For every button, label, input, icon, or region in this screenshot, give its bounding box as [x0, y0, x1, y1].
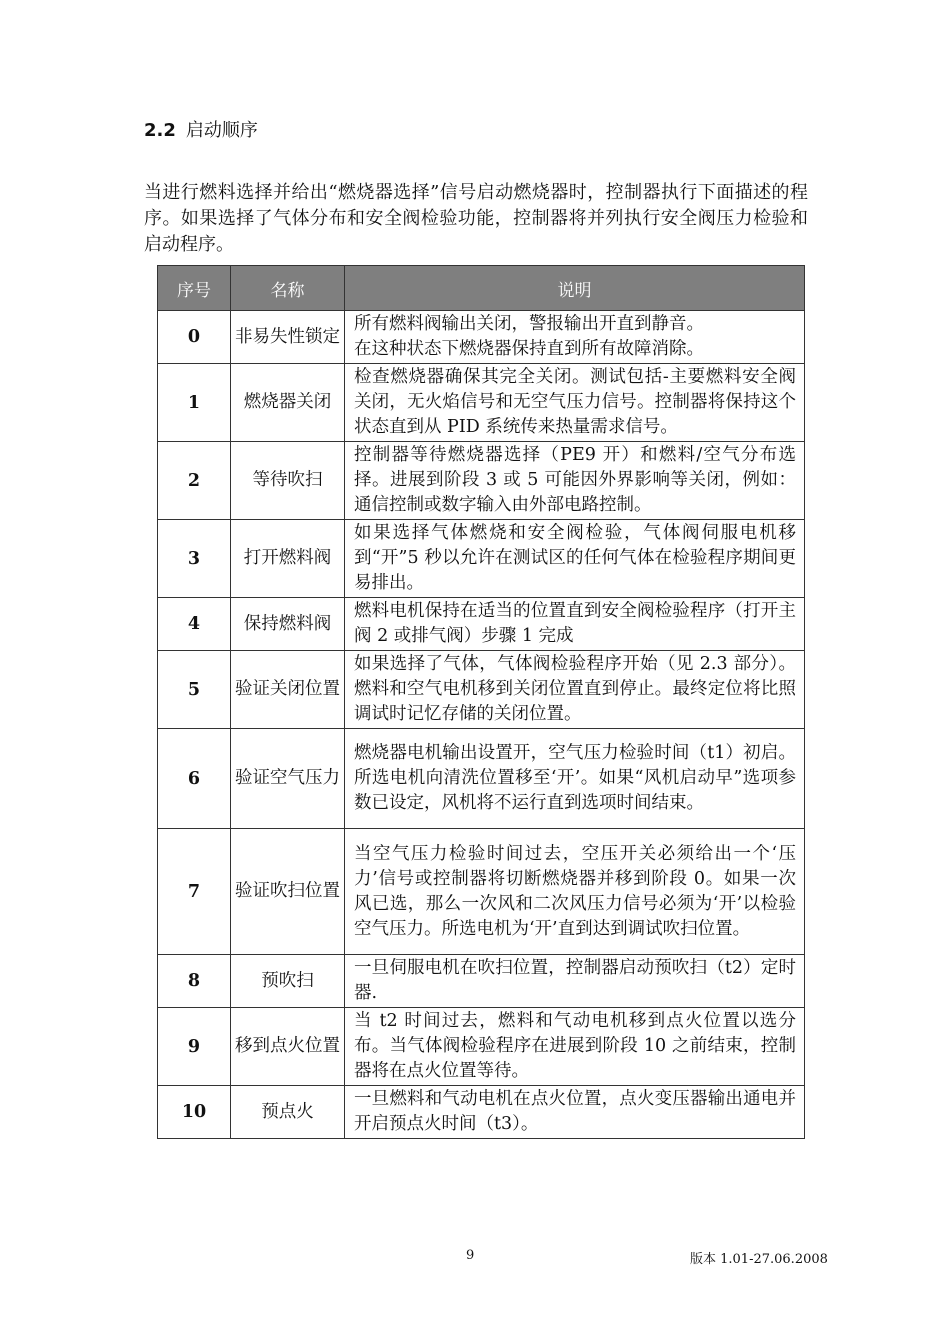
table-row: [158, 651, 805, 729]
row-name: 保持燃料阀: [231, 598, 345, 651]
row-description: 一旦伺服电机在吹扫位置，控制器启动预吹扫（t2）定时器.: [345, 955, 805, 1008]
row-description: 燃料电机保持在适当的位置直到安全阀检验程序（打开主阀 2 或排气阀）步骤 1 完成: [345, 598, 805, 651]
table-row: [158, 1086, 805, 1139]
table-header-row: [158, 266, 805, 311]
table-row: [158, 1008, 805, 1086]
section-number: 2.2: [144, 120, 176, 141]
row-number: 8: [158, 955, 231, 1008]
row-description: 检查燃烧器确保其完全关闭。测试包括-主要燃料安全阀关闭，无火焰信号和无空气压力信号。控制器将保持这个状态直到从 PID 系统传来热量需求信号。: [345, 364, 805, 442]
row-name: 等待吹扫: [231, 442, 345, 520]
row-name: 燃烧器关闭: [231, 364, 345, 442]
row-name: 打开燃料阀: [231, 520, 345, 598]
intro-paragraph: 当进行燃料选择并给出“燃烧器选择”信号启动燃烧器时，控制器执行下面描述的程序。如果选择了气体分布和安全阀检验功能，控制器将并列执行安全阀压力检验和启动程序。: [144, 182, 808, 255]
table-row: [158, 364, 805, 442]
startup-sequence-table: [157, 265, 805, 1139]
header-number: 序号: [158, 266, 231, 311]
table-row: [158, 311, 805, 364]
row-number: 6: [158, 729, 231, 829]
header-name: 名称: [231, 266, 345, 311]
row-description: 一旦燃料和气动电机在点火位置，点火变压器输出通电并开启预点火时间（t3）。: [345, 1086, 805, 1139]
row-name: 预点火: [231, 1086, 345, 1139]
table-body: [158, 311, 805, 1139]
row-description: 如果选择气体燃烧和安全阀检验，气体阀伺服电机移到“开”5 秒以允许在测试区的任何气体在检验程序期间更易排出。: [345, 520, 805, 598]
row-number: 3: [158, 520, 231, 598]
row-description: 当 t2 时间过去，燃料和气动电机移到点火位置以选分布。当气体阀检验程序在进展到阶段 10 之前结束，控制器将在点火位置等待。: [345, 1008, 805, 1086]
header-description: 说明: [345, 266, 805, 311]
table-row: [158, 829, 805, 955]
version-label: 版本 1.01-27.06.2008: [690, 1252, 828, 1267]
row-number: 2: [158, 442, 231, 520]
row-name: 移到点火位置: [231, 1008, 345, 1086]
row-name: 验证吹扫位置: [231, 829, 345, 955]
row-number: 0: [158, 311, 231, 364]
row-name: 预吹扫: [231, 955, 345, 1008]
page-number: 9: [466, 1248, 475, 1263]
row-description: 控制器等待燃烧器选择（PE9 开）和燃料/空气分布选择。进展到阶段 3 或 5 可能因外界影响等关闭，例如：通信控制或数字输入由外部电路控制。: [345, 442, 805, 520]
table-row: [158, 729, 805, 829]
table-row: [158, 955, 805, 1008]
row-name: 验证空气压力: [231, 729, 345, 829]
table-row: [158, 442, 805, 520]
row-description: 当空气压力检验时间过去，空压开关必须给出一个‘压力’信号或控制器将切断燃烧器并移到阶段 0。如果一次风已选，那么一次风和二次风压力信号必须为‘开’以检验空气压力。所选电机为‘开’直到达到调试吹扫位置。: [345, 829, 805, 955]
row-description: 燃烧器电机输出设置开，空气压力检验时间（t1）初启。所选电机向清洗位置移至‘开’。如果“风机启动早”选项参数已设定，风机将不运行直到选项时间结束。: [345, 729, 805, 829]
row-number: 5: [158, 651, 231, 729]
section-heading: [144, 116, 258, 142]
row-number: 7: [158, 829, 231, 955]
row-number: 10: [158, 1086, 231, 1139]
row-number: 4: [158, 598, 231, 651]
section-title: 启动顺序: [185, 120, 258, 141]
row-name: 验证关闭位置: [231, 651, 345, 729]
row-description: 所有燃料阀输出关闭，警报输出开直到静音。 在这种状态下燃烧器保持直到所有故障消除。: [345, 311, 805, 364]
row-name: 非易失性锁定: [231, 311, 345, 364]
table-row: [158, 520, 805, 598]
row-description: 如果选择了气体，气体阀检验程序开始（见 2.3 部分）。燃料和空气电机移到关闭位置直到停止。最终定位将比照调试时记忆存储的关闭位置。: [345, 651, 805, 729]
row-number: 9: [158, 1008, 231, 1086]
table-row: [158, 598, 805, 651]
row-number: 1: [158, 364, 231, 442]
